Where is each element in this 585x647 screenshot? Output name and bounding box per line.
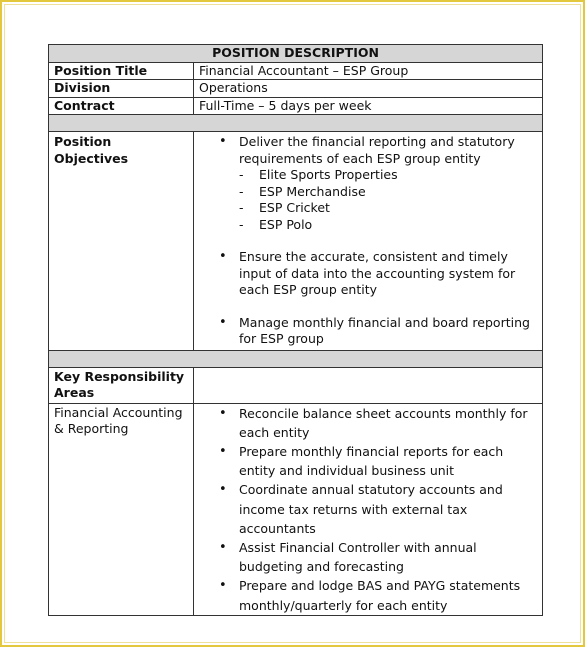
shaded-separator bbox=[49, 350, 543, 367]
responsibility-item: • Reconcile balance sheet accounts monthly for each entity bbox=[239, 404, 537, 442]
key-responsibility-empty-cell bbox=[194, 367, 543, 403]
entity-item: - ESP Polo bbox=[259, 217, 537, 234]
entity-item: - ESP Merchandise bbox=[259, 184, 537, 201]
objective-text: Manage monthly financial and board reporting for ESP group bbox=[239, 314, 530, 346]
objectives-content bbox=[194, 132, 543, 351]
objectives-list bbox=[199, 134, 537, 348]
entity-item: - Elite Sports Properties bbox=[259, 167, 537, 184]
detail-row-division bbox=[49, 80, 543, 98]
position-description-table bbox=[48, 44, 543, 616]
responsibility-item: • Coordinate annual statutory accounts and income tax returns with external tax accountants bbox=[239, 480, 537, 538]
responsibility-item: • Assist Financial Controller with annual budgeting and forecasting bbox=[239, 538, 537, 576]
objective-item bbox=[239, 315, 537, 348]
table-header-row bbox=[49, 45, 543, 63]
contract-value: Full-Time – 5 days per week bbox=[194, 97, 543, 115]
position-title-label: Position Title bbox=[49, 62, 194, 80]
division-value: Operations bbox=[194, 80, 543, 98]
table-title: POSITION DESCRIPTION bbox=[49, 45, 543, 63]
shaded-separator-row bbox=[49, 350, 543, 367]
entity-list bbox=[239, 167, 537, 233]
objective-text: Ensure the accurate, consistent and timely input of data into the accounting system for each ESP group entity bbox=[239, 249, 516, 297]
responsibility-area-row bbox=[49, 403, 543, 615]
shaded-separator bbox=[49, 115, 543, 132]
responsibility-item: • Prepare and lodge BAS and PAYG statements monthly/quarterly for each entity bbox=[239, 576, 537, 614]
objectives-label: Position Objectives bbox=[49, 132, 194, 351]
position-title-value: Financial Accountant – ESP Group bbox=[194, 62, 543, 80]
detail-row-position-title bbox=[49, 62, 543, 80]
entity-item: - ESP Cricket bbox=[259, 200, 537, 217]
division-label: Division bbox=[49, 80, 194, 98]
objectives-row bbox=[49, 132, 543, 351]
responsibility-area-label: Financial Accounting & Reporting bbox=[49, 403, 194, 615]
objective-item bbox=[239, 249, 537, 315]
objective-text: Deliver the financial reporting and statutory requirements of each ESP group entity bbox=[239, 134, 515, 166]
responsibility-list bbox=[199, 404, 537, 615]
objective-item bbox=[239, 134, 537, 249]
shaded-separator-row bbox=[49, 115, 543, 132]
key-responsibility-label: Key Responsibility Areas bbox=[49, 367, 194, 403]
responsibility-area-content bbox=[194, 403, 543, 615]
detail-row-contract bbox=[49, 97, 543, 115]
contract-label: Contract bbox=[49, 97, 194, 115]
key-responsibility-header-row bbox=[49, 367, 543, 403]
responsibility-item: • Prepare monthly financial reports for each entity and individual business unit bbox=[239, 442, 537, 480]
